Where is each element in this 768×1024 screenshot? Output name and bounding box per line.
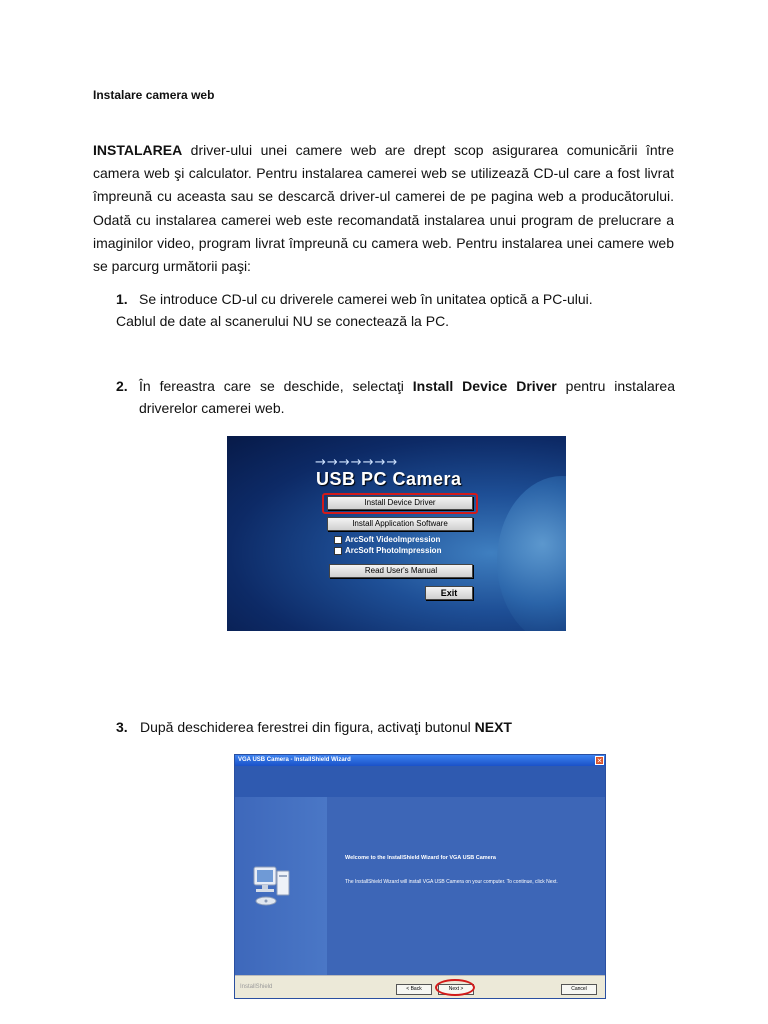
- step-number: 2.: [116, 378, 128, 394]
- step-text: [140, 716, 512, 738]
- main-pane: [327, 797, 605, 975]
- welcome-heading: Welcome to the InstallShield Wizard for VGA USB Camera: [345, 855, 496, 861]
- window-title: VGA USB Camera - InstallShield Wizard: [238, 757, 351, 763]
- document-title: Instalare camera web: [93, 88, 215, 102]
- button-bar: [235, 975, 605, 999]
- checkbox-icon[interactable]: [334, 547, 342, 555]
- usb-pc-camera-logo: USB PC Camera: [316, 469, 462, 489]
- step-text-bold: NEXT: [474, 719, 512, 735]
- intro-lead: INSTALAREA: [93, 142, 183, 158]
- step-number: 3.: [116, 719, 128, 735]
- cancel-button[interactable]: Cancel: [561, 984, 597, 995]
- left-pane: [235, 797, 327, 975]
- highlight-box: [322, 493, 478, 514]
- installshield-brand: InstallShield: [240, 984, 273, 990]
- wizard-screenshot: [234, 754, 606, 999]
- welcome-description: The InstallShield Wizard will install VGA USB Camera on your computer. To continue, click Next.: [345, 879, 558, 885]
- close-icon[interactable]: ✕: [596, 758, 603, 765]
- window-titlebar: [235, 755, 605, 766]
- intro-text: driver-ului unei camere web are drept scop asigurarea comunicării între camera web şi calculator. Pentru instalarea camerei web se utilizează CD-ul care a fost livrat împreună cu aceasta sau se descarcă driver-ul camerei de pe pagina web a producătorului. Odată cu instalarea camerei web este recomandată instalarea unui program de prelucrare a imaginilor video, program livrat împreună cu camera web. Pentru instalarea unei camere web se parcurg următorii paşi:: [93, 142, 674, 275]
- install-device-driver-button[interactable]: Install Device Driver: [327, 496, 473, 510]
- step-text-pre: În fereastra care se deschide, selectaţi: [139, 378, 413, 394]
- exit-button[interactable]: Exit: [425, 586, 473, 600]
- read-users-manual-button[interactable]: Read User's Manual: [329, 564, 473, 578]
- checkbox-icon[interactable]: [334, 536, 342, 544]
- step-text: Se introduce CD-ul cu driverele camerei web în unitatea optică a PC-ului.: [139, 291, 593, 307]
- autorun-screenshot: [227, 436, 566, 631]
- highlight-circle: [435, 979, 475, 996]
- photoimpression-option[interactable]: [334, 546, 441, 555]
- header-band: [235, 766, 605, 797]
- videoimpression-option[interactable]: [334, 535, 440, 544]
- next-button[interactable]: Next >: [438, 984, 474, 995]
- option-label: ArcSoft PhotoImpression: [345, 546, 442, 555]
- step-text-bold: Install Device Driver: [412, 378, 557, 394]
- step-text-post: pentru instalarea driverelor camerei web.: [139, 378, 675, 416]
- step-note: Cablul de date al scanerului NU se conectează la PC.: [116, 313, 450, 329]
- step-text: [139, 375, 675, 419]
- arrows-graphic: →→→→→→→: [315, 455, 399, 470]
- computer-icon: [250, 863, 294, 909]
- option-label: ArcSoft VideoImpression: [345, 535, 441, 544]
- intro-paragraph: [93, 139, 674, 278]
- step-text-pre: După deschiderea ferestrei din figura, activaţi butonul: [140, 719, 475, 735]
- globe-graphic: [497, 476, 566, 631]
- step-number: 1.: [116, 291, 128, 307]
- install-application-software-button[interactable]: Install Application Software: [327, 517, 473, 531]
- back-button[interactable]: < Back: [396, 984, 432, 995]
